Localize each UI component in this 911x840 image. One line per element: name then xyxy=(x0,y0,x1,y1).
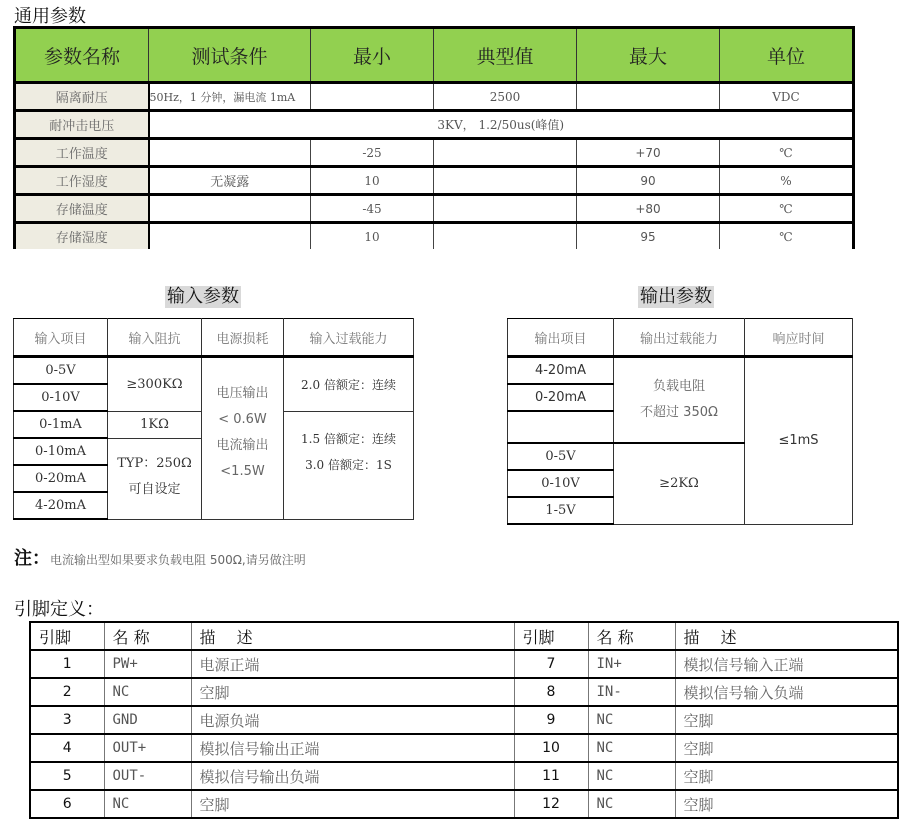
test-condition: 无凝露 xyxy=(149,167,311,195)
table-row xyxy=(14,357,414,385)
min-value: 10 xyxy=(311,167,434,195)
header-description: 描 述 xyxy=(675,622,898,650)
test-condition xyxy=(149,223,311,250)
pin-description: 模拟信号输出负端 xyxy=(191,762,514,790)
param-name: 工作温度 xyxy=(15,139,149,167)
table-row xyxy=(15,167,854,195)
pin-description: 模拟信号输出正端 xyxy=(191,734,514,762)
pin-description: 空脚 xyxy=(191,790,514,818)
table-header-row xyxy=(30,622,898,650)
table-header-row xyxy=(14,319,414,357)
pin-name: NC xyxy=(588,790,675,818)
param-name: 隔离耐压 xyxy=(15,83,149,111)
header-unit: 单位 xyxy=(720,28,854,83)
pin-description: 空脚 xyxy=(191,678,514,706)
note-text: 电流输出型如果要求负载电阻 500Ω,请另做注明 xyxy=(50,553,306,567)
min-value: -25 xyxy=(311,139,434,167)
pin-name: IN+ xyxy=(588,650,675,678)
power-line: 电压输出 xyxy=(216,386,269,402)
output-item: 4-20mA xyxy=(508,357,614,385)
input-impedance: ≥300KΩ xyxy=(108,357,202,412)
overload-line: 1.5 倍额定：连续 xyxy=(301,431,396,446)
impedance-line: 可自设定 xyxy=(128,481,181,497)
pin-number: 7 xyxy=(514,650,588,678)
param-name: 工作湿度 xyxy=(15,167,149,195)
test-condition xyxy=(149,195,311,223)
pin-description: 空脚 xyxy=(675,734,898,762)
output-item: 0-5V xyxy=(508,443,614,470)
header-max: 最大 xyxy=(577,28,720,83)
pin-name: PW+ xyxy=(104,650,191,678)
header-test-condition: 测试条件 xyxy=(149,28,311,83)
param-name: 存储温度 xyxy=(15,195,149,223)
output-overload: ≥2KΩ xyxy=(614,443,745,524)
pin-description: 模拟信号输入正端 xyxy=(675,650,898,678)
test-condition xyxy=(149,139,311,167)
pin-number: 2 xyxy=(30,678,104,706)
pin-number: 9 xyxy=(514,706,588,734)
overload-line: 负载电阻 xyxy=(652,379,705,394)
header-input-impedance: 输入阻抗 xyxy=(108,319,202,357)
output-item: 0-20mA xyxy=(508,384,614,411)
max-value: +70 xyxy=(577,139,720,167)
table-row xyxy=(15,139,854,167)
output-overload xyxy=(614,357,745,444)
pin-number: 6 xyxy=(30,790,104,818)
table-row xyxy=(30,678,898,706)
unit: ℃ xyxy=(720,139,854,167)
input-item: 0-10mA xyxy=(14,438,108,465)
min-value: 10 xyxy=(311,223,434,250)
pin-name: NC xyxy=(588,734,675,762)
pin-name: IN- xyxy=(588,678,675,706)
output-item: 1-5V xyxy=(508,497,614,524)
pin-name: GND xyxy=(104,706,191,734)
pin-number: 3 xyxy=(30,706,104,734)
header-typ: 典型值 xyxy=(434,28,577,83)
table-row xyxy=(15,195,854,223)
pin-definition-table xyxy=(29,621,899,819)
overload-line: 3.0 倍额定：1S xyxy=(305,457,392,472)
input-item: 0-10V xyxy=(14,384,108,411)
pin-description: 空脚 xyxy=(675,762,898,790)
input-impedance xyxy=(108,438,202,519)
pin-description: 空脚 xyxy=(675,706,898,734)
unit: % xyxy=(720,167,854,195)
general-params-title: 通用参数 xyxy=(14,6,86,27)
power-line: < 0.6W xyxy=(218,412,267,428)
header-output-item: 输出项目 xyxy=(508,319,614,357)
typ-value xyxy=(434,195,577,223)
general-params-table xyxy=(13,26,855,249)
header-min: 最小 xyxy=(311,28,434,83)
input-impedance: 1KΩ xyxy=(108,411,202,438)
header-description: 描 述 xyxy=(191,622,514,650)
header-input-overload: 输入过载能力 xyxy=(284,319,414,357)
typ-value xyxy=(434,139,577,167)
min-value xyxy=(311,83,434,111)
table-header-row xyxy=(15,28,854,83)
table-header-row xyxy=(508,319,853,357)
pin-number: 10 xyxy=(514,734,588,762)
response-time: ≤1mS xyxy=(745,357,853,525)
table-row xyxy=(30,790,898,818)
merged-value: 3KV， 1.2/50us(峰值) xyxy=(149,111,854,139)
overload-line: 不超过 350Ω xyxy=(640,405,718,420)
input-item: 0-20mA xyxy=(14,465,108,492)
max-value: 90 xyxy=(577,167,720,195)
output-item xyxy=(508,411,614,443)
unit: ℃ xyxy=(720,223,854,250)
unit: VDC xyxy=(720,83,854,111)
pin-description: 电源正端 xyxy=(191,650,514,678)
min-value: -45 xyxy=(311,195,434,223)
param-name: 耐冲击电压 xyxy=(15,111,149,139)
unit: ℃ xyxy=(720,195,854,223)
output-params-title: 输出参数 xyxy=(640,286,712,307)
header-output-overload: 输出过载能力 xyxy=(614,319,745,357)
pin-name: NC xyxy=(104,678,191,706)
impedance-line: TYP：250Ω xyxy=(117,455,192,471)
table-row xyxy=(15,111,854,139)
pin-number: 5 xyxy=(30,762,104,790)
note-label: 注： xyxy=(14,548,50,569)
pin-definition-title: 引脚定义： xyxy=(14,599,104,620)
pin-name: OUT+ xyxy=(104,734,191,762)
pin-name: OUT- xyxy=(104,762,191,790)
pin-number: 12 xyxy=(514,790,588,818)
input-overload xyxy=(284,411,414,519)
pin-number: 8 xyxy=(514,678,588,706)
typ-value xyxy=(434,223,577,250)
power-consumption xyxy=(202,357,284,520)
input-overload: 2.0 倍额定：连续 xyxy=(284,357,414,412)
pin-description: 模拟信号输入负端 xyxy=(675,678,898,706)
input-item: 0-1mA xyxy=(14,411,108,438)
header-name: 名 称 xyxy=(588,622,675,650)
pin-number: 11 xyxy=(514,762,588,790)
table-row xyxy=(15,83,854,111)
output-item: 0-10V xyxy=(508,470,614,497)
pin-number: 1 xyxy=(30,650,104,678)
typ-value: 2500 xyxy=(434,83,577,111)
table-row xyxy=(30,762,898,790)
table-row xyxy=(508,357,853,385)
max-value: 95 xyxy=(577,223,720,250)
header-response-time: 响应时间 xyxy=(745,319,853,357)
note xyxy=(14,544,306,570)
header-input-item: 输入项目 xyxy=(14,319,108,357)
table-row xyxy=(30,734,898,762)
pin-name: NC xyxy=(104,790,191,818)
table-row xyxy=(30,706,898,734)
max-value: +80 xyxy=(577,195,720,223)
pin-name: NC xyxy=(588,762,675,790)
pin-description: 空脚 xyxy=(675,790,898,818)
pin-description: 电源负端 xyxy=(191,706,514,734)
header-pin: 引脚 xyxy=(514,622,588,650)
typ-value xyxy=(434,167,577,195)
input-params-table xyxy=(13,318,414,520)
power-line: <1.5W xyxy=(220,464,265,480)
header-name: 名 称 xyxy=(104,622,191,650)
input-params-title: 输入参数 xyxy=(167,286,239,307)
table-row xyxy=(15,223,854,250)
power-line: 电流输出 xyxy=(216,438,269,454)
input-item: 4-20mA xyxy=(14,492,108,519)
header-param-name: 参数名称 xyxy=(15,28,149,83)
pin-name: NC xyxy=(588,706,675,734)
pin-number: 4 xyxy=(30,734,104,762)
param-name: 存储湿度 xyxy=(15,223,149,250)
header-power-consumption: 电源损耗 xyxy=(202,319,284,357)
output-params-table xyxy=(507,318,853,525)
table-row xyxy=(30,650,898,678)
max-value xyxy=(577,83,720,111)
header-pin: 引脚 xyxy=(30,622,104,650)
input-item: 0-5V xyxy=(14,357,108,385)
test-condition: 50Hz，1 分钟，漏电流 1mA xyxy=(149,83,311,111)
